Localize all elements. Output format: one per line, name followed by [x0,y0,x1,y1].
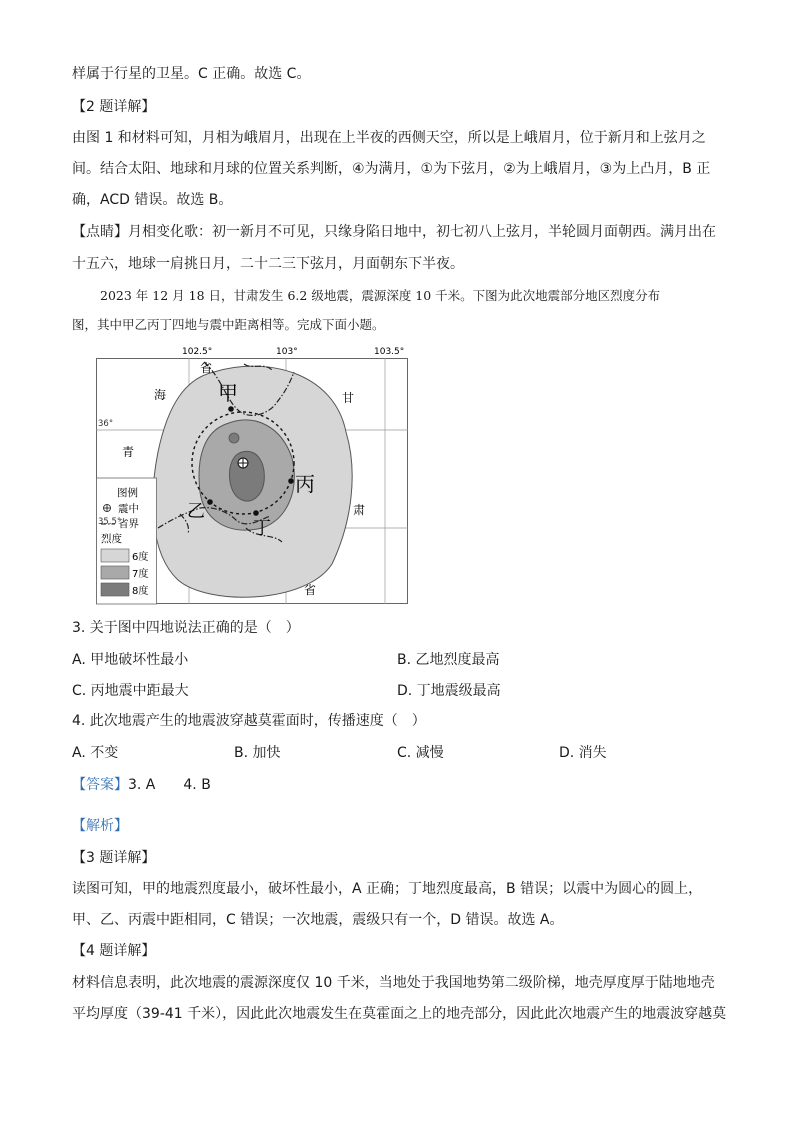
answer-label: 【答案】 [72,777,128,793]
place-bing-label: 丙 [295,472,315,496]
place-bing-dot [288,478,294,484]
lon-label: 103.5° [374,347,405,357]
legend-swatch-7 [101,566,129,579]
q3-option-d: D. 丁地震级最高 [397,683,501,699]
place-yi-label: 乙 [187,501,205,522]
lat-label: 36° [98,419,114,429]
q3-option-b: B. 乙地烈度最高 [397,652,500,668]
region-label: 肃 [353,503,366,517]
intensity-zone-8-small [229,433,239,443]
place-yi-dot [207,499,213,505]
text-line: 平均厚度（39-41 千米），因此此次地震发生在莫霍面之上的地壳部分，因此此次地震产生的地震波穿越莫 [72,1006,727,1022]
text-line: 确，ACD 错误。故选 B。 [72,192,233,208]
legend-intensity-title: 烈度 [101,533,122,545]
text-line: 间。结合太阳、地球和月球的位置关系判断，④为满月，①为下弦月，②为上峨眉月，③为上凸月，B 正 [72,161,711,177]
region-label: 省 [200,361,213,375]
section-heading: 【4 题详解】 [72,943,156,959]
text-line: 样属于行星的卫星。C 正确。故选 C。 [72,66,311,82]
text-line: 读图可知，甲的地震烈度最小，破坏性最小，A 正确；丁地烈度最高，B 错误；以震中为圆心的圆上， [72,881,703,897]
intro-line: 2023 年 12 月 18 日，甘肃发生 6.2 级地震，震源深度 10 千米。下图为此次地震部分地区烈度分布 [100,288,661,303]
text-line: 十五六，地球一肩挑日月，二十二三下弦月，月面朝东下半夜。 [72,256,464,272]
legend-level-7: 7度 [132,569,149,580]
region-label: 海 [154,388,167,402]
intensity-map [96,342,412,608]
place-ding-label: 丁 [253,518,271,539]
analysis-label: 【解析】 [72,818,128,834]
section-heading: 【3 题详解】 [72,850,156,866]
epicenter-icon [238,458,248,468]
section-heading: 【2 题详解】 [72,99,156,115]
text-line: 由图 1 和材料可知，月相为峨眉月，出现在上半夜的西侧天空，所以是上峨眉月，位于新月和上弦月之 [72,130,706,146]
place-jia-dot [228,406,234,412]
place-ding-dot [253,510,259,516]
map-legend [97,478,157,604]
question-4-stem: 4. 此次地震产生的地震波穿越莫霍面时，传播速度（ ） [72,713,426,729]
q4-option-a: A. 不变 [72,745,119,761]
tip-line [72,222,716,242]
legend-title: 图例 [117,487,138,499]
lat-label: 35.5° [98,517,122,527]
q3-option-c: C. 丙地震中距最大 [72,683,189,699]
q4-option-d: D. 消失 [559,745,607,761]
answer-line [72,775,211,795]
legend-swatch-8 [101,583,129,596]
legend-level-6: 6度 [132,552,149,563]
tip-label: 【点睛】 [72,224,128,240]
text-line: 材料信息表明，此次地震的震源深度仅 10 千米，当地处于我国地势第二级阶梯，地壳厚度厚于陆地地壳 [72,975,715,991]
lon-label: 102.5° [182,347,213,357]
legend-epicenter-icon [104,505,111,512]
legend-swatch-6 [101,549,129,562]
q3-option-a: A. 甲地破坏性最小 [72,652,189,668]
intensity-zone-8 [230,451,265,501]
q4-option-c: C. 减慢 [397,745,444,761]
question-3-stem: 3. 关于图中四地说法正确的是（ ） [72,620,300,636]
region-label: 青 [122,445,135,459]
q4-option-b: B. 加快 [234,745,281,761]
region-label: 甘 [342,391,355,405]
legend-epicenter: 震中 [118,503,139,515]
answer-text: 3. A 4. B [128,777,211,793]
tip-text: 月相变化歌：初一新月不可见，只缘身陷日地中，初七初八上弦月，半轮圆月面朝西。满月出在 [128,224,716,240]
text-line: 甲、乙、丙震中距相同，C 错误；一次地震，震级只有一个，D 错误。故选 A。 [72,912,564,928]
legend-level-8: 8度 [132,586,149,597]
lon-label: 103° [276,347,298,357]
intro-line: 图，其中甲乙丙丁四地与震中距离相等。完成下面小题。 [72,317,385,332]
region-label: 省 [304,583,317,597]
place-jia-label: 甲 [218,381,238,405]
legend-boundary: 省界 [118,518,139,530]
